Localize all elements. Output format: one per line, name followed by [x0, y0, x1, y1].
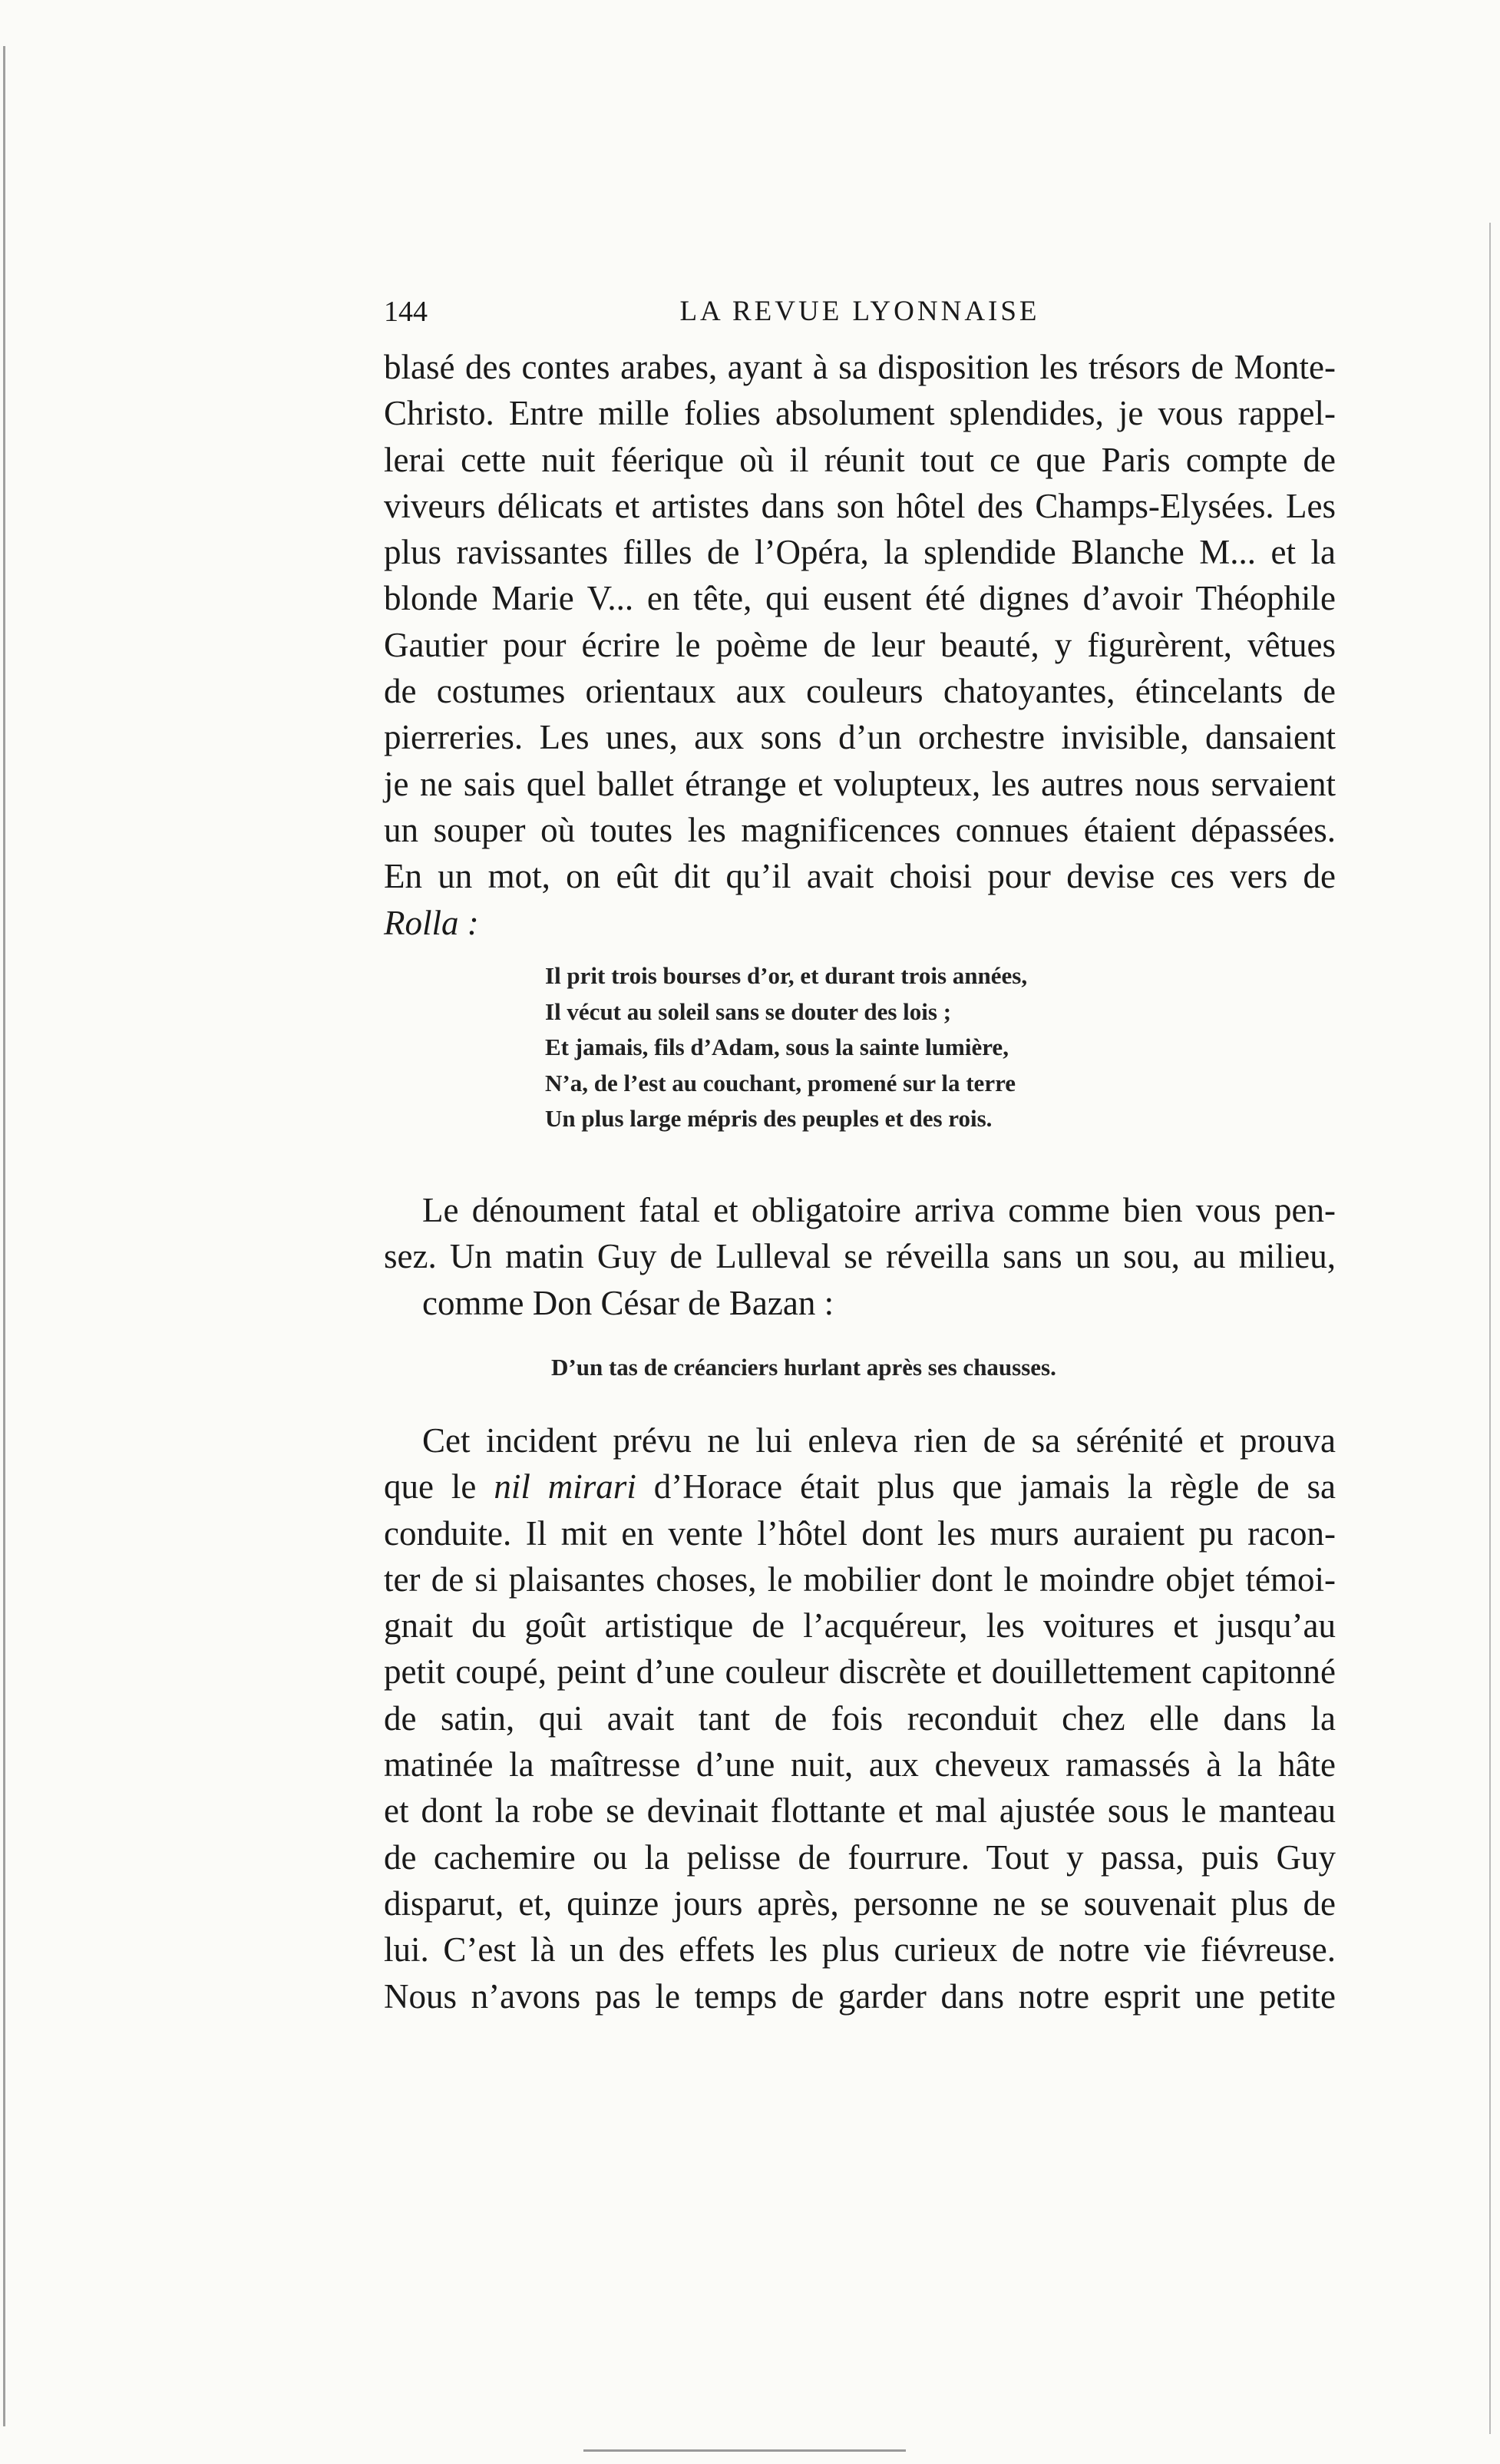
text-segment: que le: [384, 1467, 494, 1507]
paragraph-3: [384, 1417, 1336, 2019]
text-line: disparut, et, quinze jours après, personne ne se souvenait plus de: [384, 1884, 1336, 1923]
text-line: blonde Marie V... en tête, qui eusent été dignes d’avoir Théophile: [384, 579, 1336, 618]
page-number: 144: [384, 296, 428, 328]
text-line: Le dénoument fatal et obligatoire arriva comme bien vous pen-: [422, 1191, 1336, 1229]
text-segment: d’Horace était plus que jamais la règle de sa: [636, 1467, 1336, 1507]
verse-line: Il prit trois bourses d’or, et durant trois années,: [545, 962, 1028, 989]
scan-edge-left: [3, 46, 5, 2426]
verse-line: N’a, de l’est au couchant, promené sur la terre: [545, 1069, 1016, 1096]
verse-quote-2: [551, 1350, 1056, 1386]
text-line: Christo. Entre mille folies absolument splendides, je vous rappel-: [384, 394, 1336, 433]
paragraph-2: [384, 1187, 1336, 1326]
text-line: de cachemire ou la pelisse de fourrure. Tout y passa, puis Guy: [384, 1837, 1336, 1877]
text-line: Gautier pour écrire le poème de leur beauté, y figurèrent, vêtues: [384, 625, 1336, 664]
text-line: un souper où toutes les magnificences connues étaient dépassées.: [384, 810, 1336, 849]
verse-line: Un plus large mépris des peuples et des rois.: [545, 1105, 993, 1133]
text-line: lui. C’est là un des effets les plus curieux de notre vie fiévreuse.: [384, 1930, 1336, 1970]
text-line: pierreries. Les unes, aux sons d’un orchestre invisible, dansaient: [384, 718, 1336, 757]
text-line: plus ravissantes filles de l’Opéra, la splendide Blanche M... et la: [384, 533, 1336, 572]
text-line: petit coupé, peint d’une couleur discrète et douillettement capitonné: [384, 1652, 1336, 1692]
scan-bottom-mark: [583, 2449, 906, 2452]
text-line: sez. Un matin Guy de Lulleval se réveilla sans un sou, au milieu,: [384, 1237, 1336, 1276]
verse-line: D’un tas de créanciers hurlant après ses chausses.: [551, 1354, 1056, 1381]
text-line: ter de si plaisantes choses, le mobilier dont le moindre objet témoi-: [384, 1559, 1336, 1599]
text-line: gnait du goût artistique de l’acquéreur, les voitures et jusqu’au: [384, 1606, 1336, 1645]
running-head: LA REVUE LYONNAISE: [679, 296, 1040, 327]
text-line: blasé des contes arabes, ayant à sa disposition les trésors de Monte-: [384, 348, 1336, 386]
text-line: Cet incident prévu ne lui enleva rien de sa sérénité et prouva: [422, 1421, 1336, 1460]
text-line: Nous n’avons pas le temps de garder dans notre esprit une petite: [384, 1976, 1336, 2016]
text-line: comme Don César de Bazan :: [422, 1283, 834, 1322]
text-line: de costumes orientaux aux couleurs chatoyantes, étincelants de: [384, 672, 1336, 711]
text-line: lerai cette nuit féerique où il réunit tout ce que Paris compte de: [384, 440, 1336, 479]
poem-title: Rolla: [384, 903, 459, 942]
verse-quote-1: [545, 958, 1027, 1137]
page-header: [384, 295, 1336, 341]
latin-phrase: nil mirari: [494, 1467, 636, 1507]
poem-title-suffix: :: [458, 903, 479, 942]
text-line: et dont la robe se devinait flottante et mal ajustée sous le manteau: [384, 1791, 1336, 1831]
text-line: conduite. Il mit en vente l’hôtel dont les murs auraient pu racon-: [384, 1513, 1336, 1553]
verse-line: Il vécut au soleil sans se douter des lois ;: [545, 997, 952, 1025]
paragraph-1: [384, 344, 1336, 946]
scan-edge-right: [1489, 223, 1491, 2434]
text-line: matinée la maîtresse d’une nuit, aux cheveux ramassés à la hâte: [384, 1745, 1336, 1784]
text-line: je ne sais quel ballet étrange et volupteux, les autres nous servaient: [384, 764, 1336, 803]
text-line: de satin, qui avait tant de fois reconduit chez elle dans la: [384, 1698, 1336, 1738]
text-line-last: [384, 900, 1336, 946]
text-line: viveurs délicats et artistes dans son hôtel des Champs-Elysées. Les: [384, 486, 1336, 525]
text-line: En un mot, on eût dit qu’il avait choisi pour devise ces vers de: [384, 857, 1336, 896]
text-line: [384, 1464, 1336, 1510]
verse-line: Et jamais, fils d’Adam, sous la sainte lumière,: [545, 1034, 1009, 1061]
